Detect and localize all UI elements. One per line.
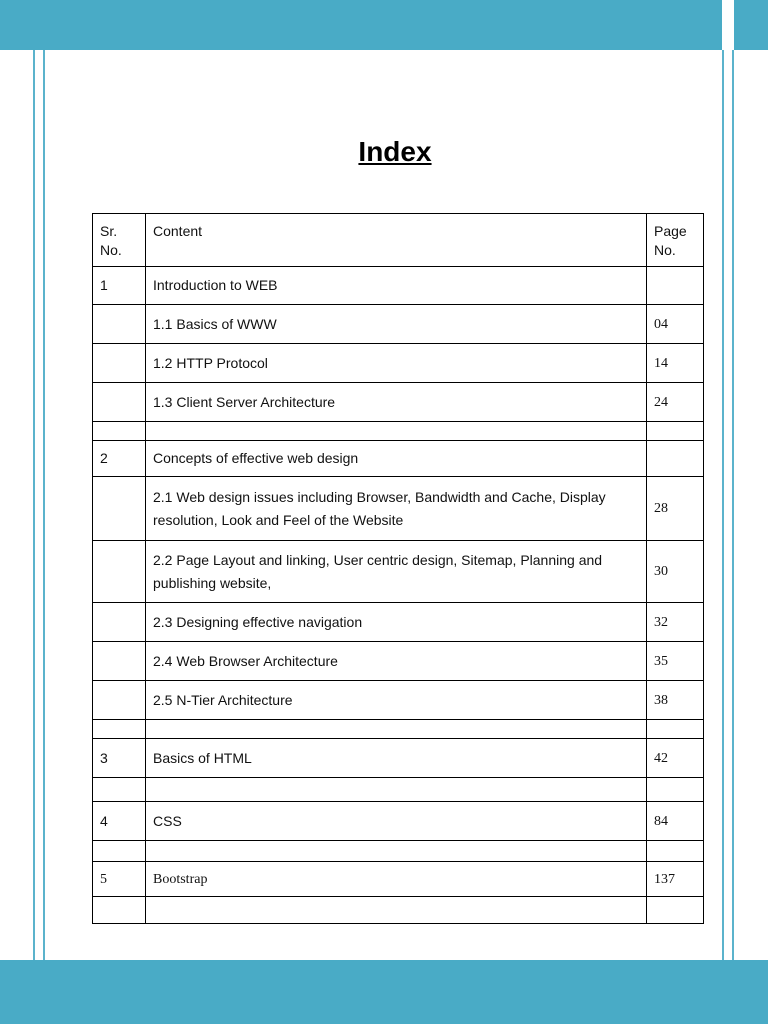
row-sr-no: 4 xyxy=(93,802,146,841)
row-sr-no xyxy=(93,603,146,642)
row-page-no: 32 xyxy=(647,603,704,642)
border-line-left-inner xyxy=(43,50,45,960)
row-page-no: 84 xyxy=(647,802,704,841)
border-line-right-inner xyxy=(722,50,724,960)
row-sr-no xyxy=(93,897,146,924)
table-row xyxy=(93,681,704,720)
row-sr-no xyxy=(93,720,146,739)
row-page-no: 42 xyxy=(647,739,704,778)
index-table xyxy=(92,213,704,924)
row-content: Introduction to WEB xyxy=(146,267,647,305)
row-page-no: 14 xyxy=(647,344,704,383)
row-sr-no xyxy=(93,477,146,541)
table-row xyxy=(93,441,704,477)
table-row xyxy=(93,541,704,603)
row-page-no: 04 xyxy=(647,305,704,344)
header-band-right xyxy=(734,0,768,50)
table-row xyxy=(93,862,704,897)
row-content xyxy=(146,897,647,924)
row-content: 2.1 Web design issues including Browser, Bandwidth and Cache, Display resolution, Look and Feel of the Website xyxy=(146,477,647,541)
row-content: 2.5 N-Tier Architecture xyxy=(146,681,647,720)
row-content xyxy=(146,778,647,802)
row-page-no: 30 xyxy=(647,541,704,603)
header-content: Content xyxy=(146,214,647,267)
table-header-row xyxy=(93,214,704,267)
row-content: 2.4 Web Browser Architecture xyxy=(146,642,647,681)
row-page-no: 137 xyxy=(647,862,704,897)
row-page-no xyxy=(647,720,704,739)
row-sr-no xyxy=(93,305,146,344)
table-row xyxy=(93,603,704,642)
row-page-no xyxy=(647,267,704,305)
row-page-no xyxy=(647,441,704,477)
row-sr-no xyxy=(93,681,146,720)
row-content: 1.3 Client Server Architecture xyxy=(146,383,647,422)
table-row xyxy=(93,778,704,802)
row-sr-no: 1 xyxy=(93,267,146,305)
border-line-right-outer xyxy=(732,50,734,960)
border-line-left-outer xyxy=(33,50,35,960)
table-row xyxy=(93,383,704,422)
row-page-no: 38 xyxy=(647,681,704,720)
row-page-no xyxy=(647,897,704,924)
row-content: CSS xyxy=(146,802,647,841)
footer-band xyxy=(0,960,768,1024)
table-row xyxy=(93,897,704,924)
row-sr-no: 3 xyxy=(93,739,146,778)
row-content: 2.2 Page Layout and linking, User centric design, Sitemap, Planning and publishing website, xyxy=(146,541,647,603)
row-content: Basics of HTML xyxy=(146,739,647,778)
row-page-no: 35 xyxy=(647,642,704,681)
page-title: Index xyxy=(358,136,432,167)
row-sr-no xyxy=(93,541,146,603)
index-table-body xyxy=(93,267,704,924)
table-row xyxy=(93,720,704,739)
row-content: Bootstrap xyxy=(146,862,647,897)
row-sr-no xyxy=(93,344,146,383)
row-sr-no xyxy=(93,778,146,802)
row-content xyxy=(146,720,647,739)
header-sr-no: Sr. No. xyxy=(93,214,146,267)
row-page-no: 28 xyxy=(647,477,704,541)
row-content: 1.1 Basics of WWW xyxy=(146,305,647,344)
row-page-no xyxy=(647,422,704,441)
row-content xyxy=(146,422,647,441)
header-band xyxy=(0,0,722,50)
row-content xyxy=(146,841,647,862)
row-sr-no xyxy=(93,422,146,441)
table-row xyxy=(93,642,704,681)
table-row xyxy=(93,267,704,305)
table-row xyxy=(93,739,704,778)
row-sr-no xyxy=(93,383,146,422)
table-row xyxy=(93,841,704,862)
row-sr-no: 5 xyxy=(93,862,146,897)
header-page-no: Page No. xyxy=(647,214,704,267)
table-row xyxy=(93,477,704,541)
table-row xyxy=(93,802,704,841)
row-page-no: 24 xyxy=(647,383,704,422)
row-content: 1.2 HTTP Protocol xyxy=(146,344,647,383)
row-sr-no: 2 xyxy=(93,441,146,477)
table-row xyxy=(93,344,704,383)
row-page-no xyxy=(647,778,704,802)
row-content: Concepts of effective web design xyxy=(146,441,647,477)
row-sr-no xyxy=(93,841,146,862)
table-row xyxy=(93,422,704,441)
table-row xyxy=(93,305,704,344)
row-sr-no xyxy=(93,642,146,681)
row-content: 2.3 Designing effective navigation xyxy=(146,603,647,642)
row-page-no xyxy=(647,841,704,862)
